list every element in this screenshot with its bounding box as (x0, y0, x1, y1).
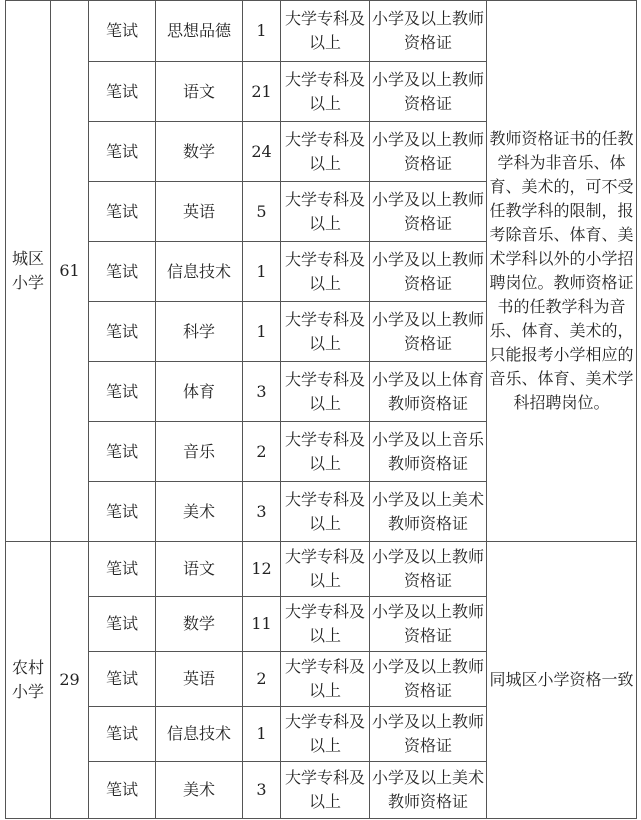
qualification-cell: 小学及以上教师资格证 (370, 707, 487, 762)
exam-type-cell: 笔试 (89, 242, 156, 302)
exam-type-cell: 笔试 (89, 182, 156, 242)
count-cell: 3 (243, 482, 281, 542)
subject-cell: 语文 (156, 62, 243, 122)
exam-type-cell: 笔试 (89, 597, 156, 652)
exam-type-cell: 笔试 (89, 707, 156, 762)
count-cell: 1 (243, 707, 281, 762)
qualification-cell: 小学及以上教师资格证 (370, 652, 487, 707)
count-cell: 24 (243, 122, 281, 182)
education-cell: 大学专科及以上 (281, 542, 370, 597)
education-cell: 大学专科及以上 (281, 182, 370, 242)
table-row (6, 542, 637, 597)
exam-type-cell: 笔试 (89, 482, 156, 542)
count-cell: 12 (243, 542, 281, 597)
qualification-cell: 小学及以上教师资格证 (370, 62, 487, 122)
exam-type-cell: 笔试 (89, 62, 156, 122)
subject-cell: 数学 (156, 597, 243, 652)
subject-cell: 科学 (156, 302, 243, 362)
qualification-cell: 小学及以上教师资格证 (370, 597, 487, 652)
subject-cell: 信息技术 (156, 707, 243, 762)
requirements-note-cell: 教师资格证书的任教学科为非音乐、体育、美术的，可不受任教学科的限制，报考除音乐、体育、美术学科以外的小学招聘岗位。教师资格证书的任教学科为音乐、体育、美术的，只能报考小学相应的音乐、体育、美术学科招聘岗位。 (487, 1, 637, 542)
education-cell: 大学专科及以上 (281, 762, 370, 819)
education-cell: 大学专科及以上 (281, 707, 370, 762)
exam-type-cell: 笔试 (89, 542, 156, 597)
exam-type-cell: 笔试 (89, 362, 156, 422)
category-total-cell: 29 (51, 542, 89, 819)
education-cell: 大学专科及以上 (281, 62, 370, 122)
qualification-cell: 小学及以上教师资格证 (370, 542, 487, 597)
qualification-cell: 小学及以上音乐教师资格证 (370, 422, 487, 482)
subject-cell: 美术 (156, 762, 243, 819)
subject-cell: 数学 (156, 122, 243, 182)
qualification-cell: 小学及以上教师资格证 (370, 1, 487, 62)
qualification-cell: 小学及以上教师资格证 (370, 302, 487, 362)
count-cell: 1 (243, 302, 281, 362)
education-cell: 大学专科及以上 (281, 1, 370, 62)
subject-cell: 语文 (156, 542, 243, 597)
qualification-cell: 小学及以上教师资格证 (370, 122, 487, 182)
subject-cell: 信息技术 (156, 242, 243, 302)
count-cell: 21 (243, 62, 281, 122)
subject-cell: 音乐 (156, 422, 243, 482)
education-cell: 大学专科及以上 (281, 482, 370, 542)
subject-cell: 体育 (156, 362, 243, 422)
count-cell: 2 (243, 422, 281, 482)
education-cell: 大学专科及以上 (281, 652, 370, 707)
count-cell: 5 (243, 182, 281, 242)
count-cell: 1 (243, 1, 281, 62)
education-cell: 大学专科及以上 (281, 242, 370, 302)
exam-type-cell: 笔试 (89, 762, 156, 819)
exam-type-cell: 笔试 (89, 122, 156, 182)
subject-cell: 美术 (156, 482, 243, 542)
category-total-cell: 61 (51, 1, 89, 542)
qualification-cell: 小学及以上教师资格证 (370, 182, 487, 242)
count-cell: 2 (243, 652, 281, 707)
subject-cell: 英语 (156, 652, 243, 707)
qualification-cell: 小学及以上体育教师资格证 (370, 362, 487, 422)
education-cell: 大学专科及以上 (281, 302, 370, 362)
school-category-cell: 城区小学 (6, 1, 51, 542)
qualification-cell: 小学及以上美术教师资格证 (370, 482, 487, 542)
count-cell: 11 (243, 597, 281, 652)
subject-cell: 英语 (156, 182, 243, 242)
count-cell: 3 (243, 762, 281, 819)
recruitment-table (5, 0, 637, 819)
exam-type-cell: 笔试 (89, 302, 156, 362)
school-category-cell: 农村小学 (6, 542, 51, 819)
exam-type-cell: 笔试 (89, 1, 156, 62)
education-cell: 大学专科及以上 (281, 422, 370, 482)
education-cell: 大学专科及以上 (281, 122, 370, 182)
education-cell: 大学专科及以上 (281, 597, 370, 652)
exam-type-cell: 笔试 (89, 652, 156, 707)
qualification-cell: 小学及以上美术教师资格证 (370, 762, 487, 819)
subject-cell: 思想品德 (156, 1, 243, 62)
count-cell: 3 (243, 362, 281, 422)
count-cell: 1 (243, 242, 281, 302)
table-row (6, 1, 637, 62)
exam-type-cell: 笔试 (89, 422, 156, 482)
education-cell: 大学专科及以上 (281, 362, 370, 422)
qualification-cell: 小学及以上教师资格证 (370, 242, 487, 302)
requirements-note-cell: 同城区小学资格一致 (487, 542, 637, 819)
